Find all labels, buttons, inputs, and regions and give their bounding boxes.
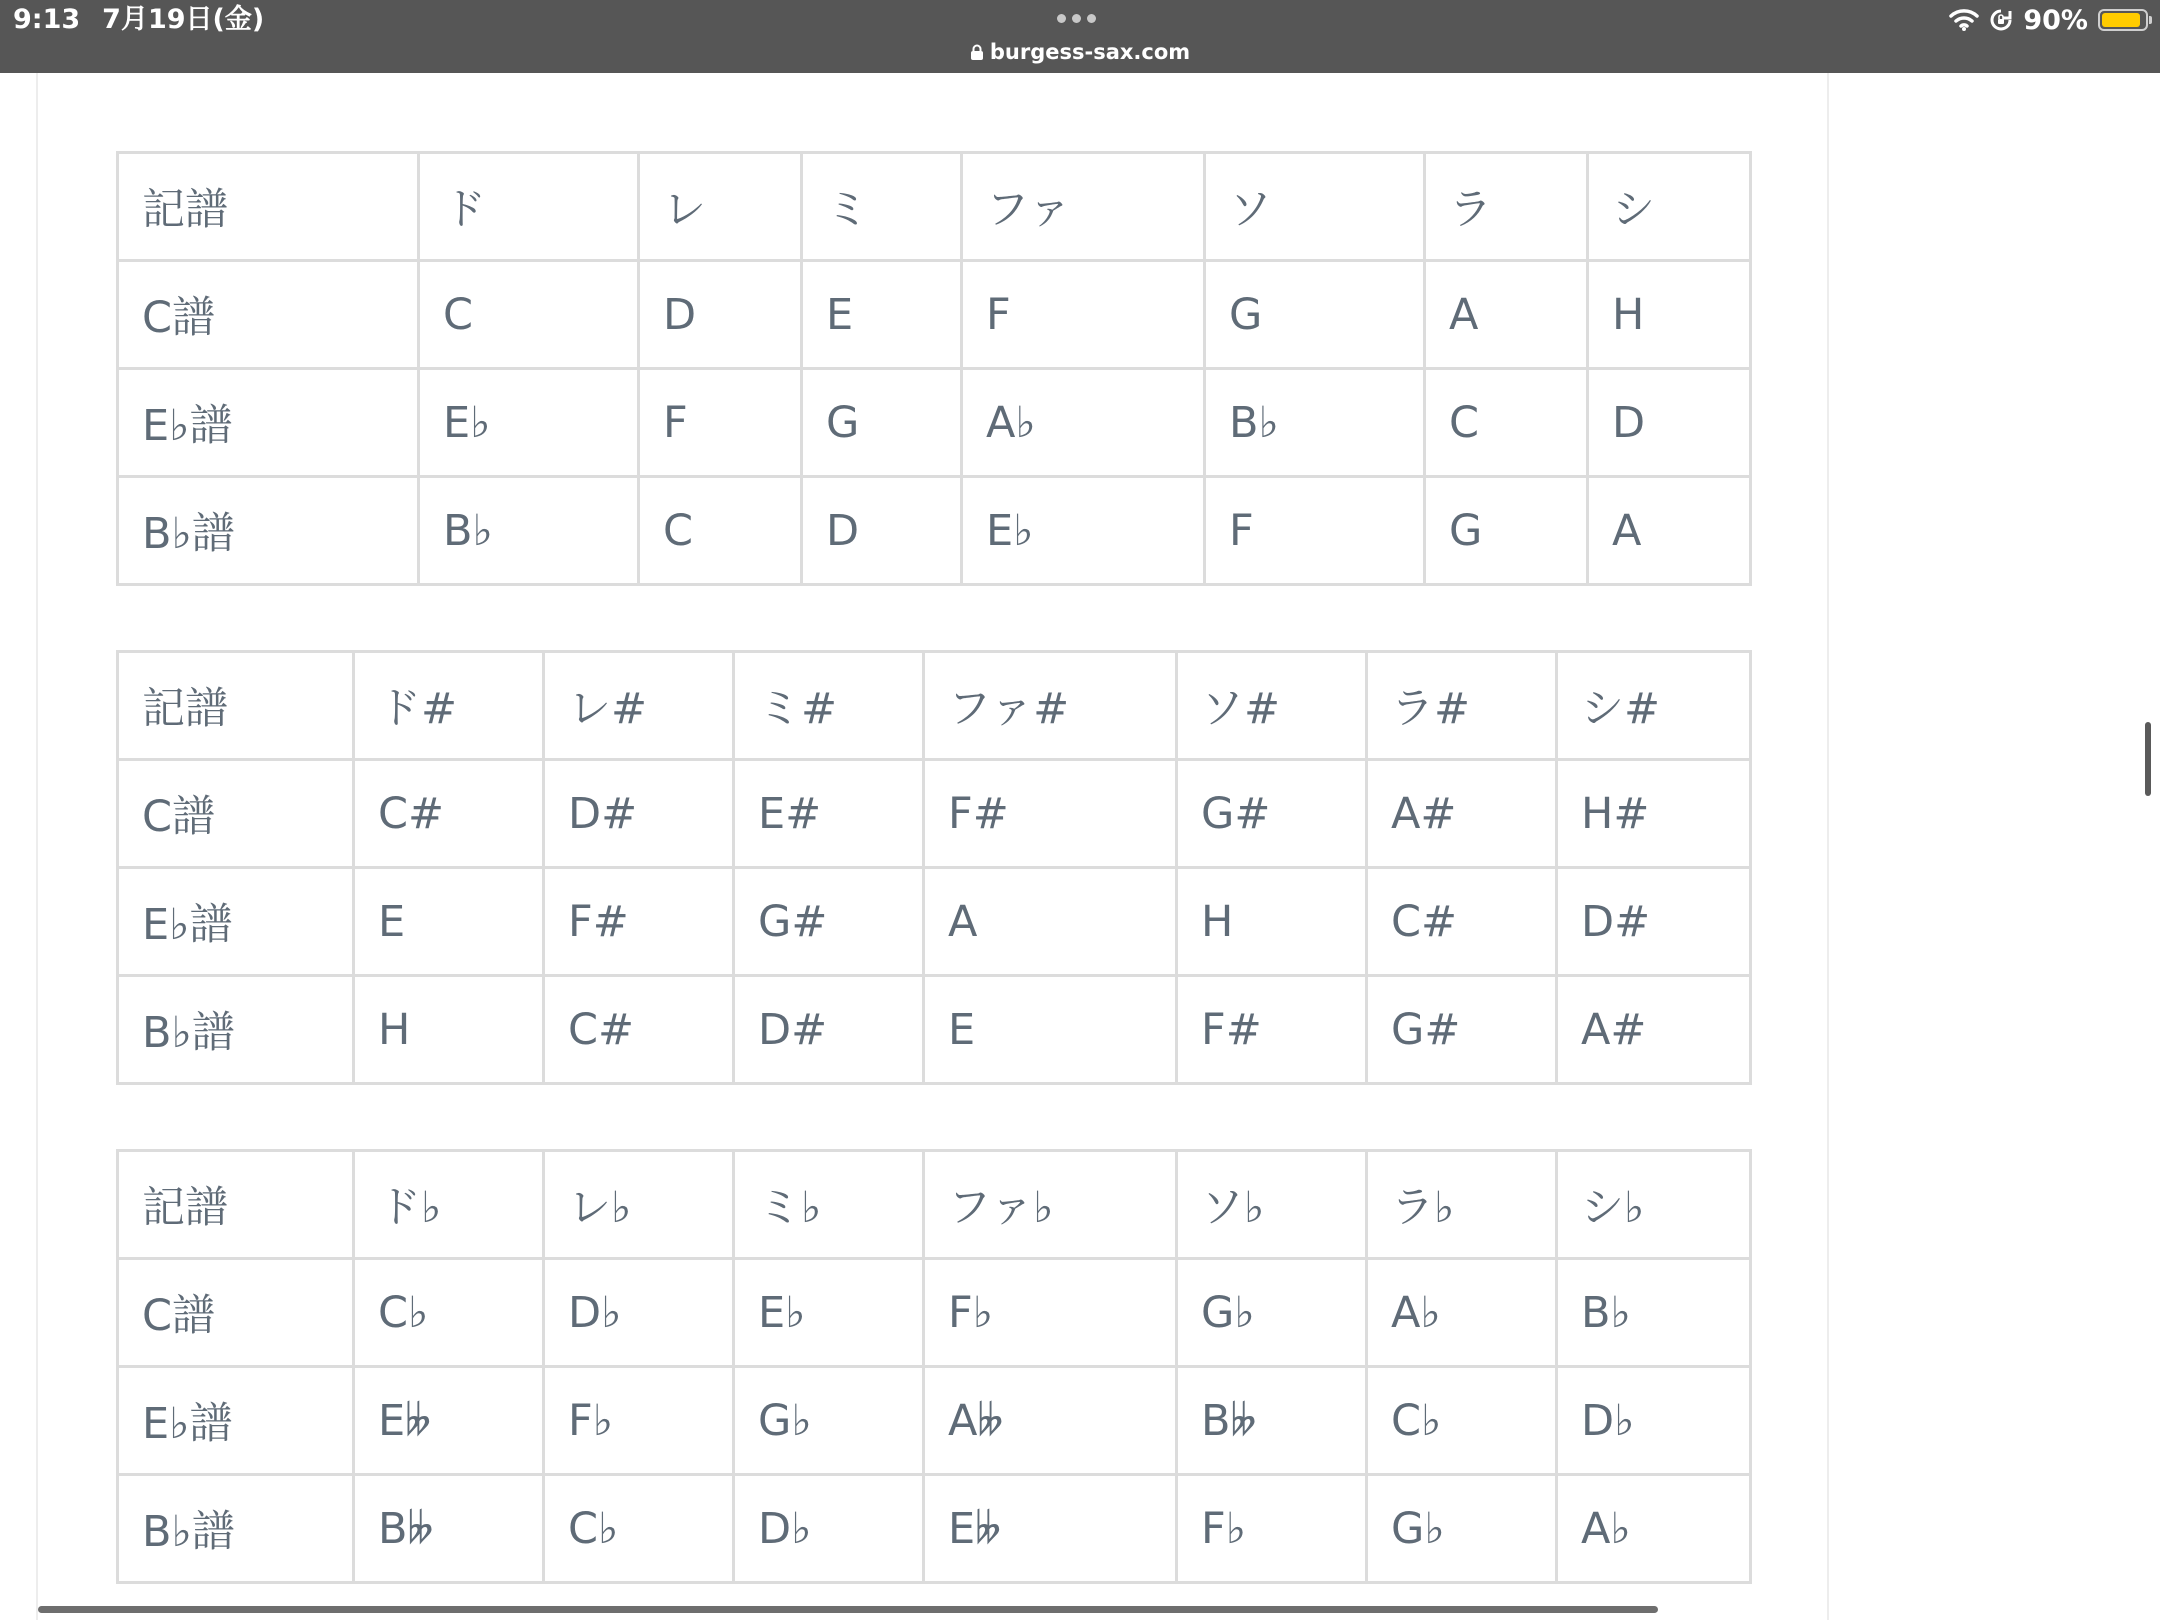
row-label-cell: B♭譜	[118, 477, 419, 585]
table-cell: C♭	[1367, 1367, 1557, 1475]
table-cell: D	[639, 261, 802, 369]
table-cell: F♭	[924, 1259, 1177, 1367]
table-cell: シ	[1588, 153, 1751, 261]
table-cell: ミ#	[734, 652, 924, 760]
table-cell: H	[1588, 261, 1751, 369]
table-cell: A♭	[1367, 1259, 1557, 1367]
status-date: 7月19日(金)	[102, 4, 265, 35]
table-cell: ド♭	[354, 1151, 544, 1259]
table-row	[118, 760, 1751, 868]
table-cell: C	[639, 477, 802, 585]
table-cell: G	[1425, 477, 1588, 585]
table-cell: B𝄫	[354, 1475, 544, 1583]
table-cell: G	[802, 369, 962, 477]
table-cell: G♭	[734, 1367, 924, 1475]
table-cell: シ#	[1557, 652, 1751, 760]
table-cell: E𝄫	[924, 1475, 1177, 1583]
table-row	[118, 477, 1751, 585]
table-cell: A♭	[1557, 1475, 1751, 1583]
table-cell: レ	[639, 153, 802, 261]
table-cell: D#	[544, 760, 734, 868]
table-row	[118, 1367, 1751, 1475]
row-label-cell: 記譜	[118, 652, 354, 760]
table-cell: G♭	[1177, 1259, 1367, 1367]
more-options-icon[interactable]	[1057, 14, 1096, 23]
table-cell: ソ#	[1177, 652, 1367, 760]
table-cell: A	[1588, 477, 1751, 585]
table-cell: C♭	[354, 1259, 544, 1367]
sharp-notes-table	[116, 650, 1752, 1085]
url-text: burgess-sax.com	[989, 40, 1191, 64]
table-cell: F♭	[544, 1367, 734, 1475]
table-cell: G#	[1367, 976, 1557, 1084]
table-cell: E	[802, 261, 962, 369]
table-cell: ファ#	[924, 652, 1177, 760]
table-cell: レ♭	[544, 1151, 734, 1259]
table-cell: ラ#	[1367, 652, 1557, 760]
page-border-right	[1827, 73, 1829, 1620]
table-cell: E♭	[962, 477, 1205, 585]
table-cell: F#	[544, 868, 734, 976]
table-cell: D♭	[1557, 1367, 1751, 1475]
address-bar[interactable]	[0, 38, 2160, 66]
natural-notes-table	[116, 151, 1752, 586]
row-label-cell: B♭譜	[118, 1475, 354, 1583]
table-row	[118, 868, 1751, 976]
table-cell: A#	[1557, 976, 1751, 1084]
row-label-cell: B♭譜	[118, 976, 354, 1084]
table-cell: C	[1425, 369, 1588, 477]
row-label-cell: 記譜	[118, 1151, 354, 1259]
battery-percent: 90%	[2023, 4, 2088, 36]
page-border-left	[36, 73, 38, 1620]
table-cell: A𝄫	[924, 1367, 1177, 1475]
table-cell: A	[1425, 261, 1588, 369]
table-header-row	[118, 1151, 1751, 1259]
status-time-text: 9:13	[13, 4, 81, 35]
table-cell: C#	[1367, 868, 1557, 976]
table-cell: B♭	[1205, 369, 1425, 477]
flat-notes-table	[116, 1149, 1752, 1584]
table-cell: レ#	[544, 652, 734, 760]
table-cell: D♭	[544, 1259, 734, 1367]
vertical-scrollbar[interactable]	[2145, 722, 2151, 796]
table-cell: B𝄫	[1177, 1367, 1367, 1475]
row-label-cell: C譜	[118, 261, 419, 369]
orientation-lock-icon	[1989, 8, 2013, 32]
table-row	[118, 1259, 1751, 1367]
table-cell: ソ♭	[1177, 1151, 1367, 1259]
row-label-cell: C譜	[118, 760, 354, 868]
status-indicators	[1949, 4, 2148, 36]
table-cell: B♭	[1557, 1259, 1751, 1367]
table-cell: D#	[1557, 868, 1751, 976]
table-cell: ミ♭	[734, 1151, 924, 1259]
table-cell: A♭	[962, 369, 1205, 477]
row-label-cell: C譜	[118, 1259, 354, 1367]
table-cell: H	[1177, 868, 1367, 976]
table-cell: F	[639, 369, 802, 477]
wifi-icon	[1949, 8, 1979, 32]
table-cell: ファ	[962, 153, 1205, 261]
battery-fill	[2102, 13, 2140, 27]
table-row	[118, 369, 1751, 477]
table-row	[118, 976, 1751, 1084]
table-cell: ラ	[1425, 153, 1588, 261]
table-cell: E♭	[734, 1259, 924, 1367]
row-label-cell: E♭譜	[118, 369, 419, 477]
table-cell: F#	[924, 760, 1177, 868]
table-cell: H#	[1557, 760, 1751, 868]
row-label-cell: 記譜	[118, 153, 419, 261]
table-cell: E#	[734, 760, 924, 868]
table-cell: ミ	[802, 153, 962, 261]
table-cell: A#	[1367, 760, 1557, 868]
table-cell: G#	[734, 868, 924, 976]
status-time	[13, 4, 264, 36]
battery-icon	[2098, 9, 2148, 31]
table-cell: F	[962, 261, 1205, 369]
table-cell: D♭	[734, 1475, 924, 1583]
table-header-row	[118, 153, 1751, 261]
table-cell: D	[802, 477, 962, 585]
table-cell: E	[354, 868, 544, 976]
lock-icon	[970, 44, 984, 61]
table-row	[118, 1475, 1751, 1583]
table-cell: D#	[734, 976, 924, 1084]
table-cell: ラ♭	[1367, 1151, 1557, 1259]
table-row	[118, 261, 1751, 369]
table-cell: H	[354, 976, 544, 1084]
row-label-cell: E♭譜	[118, 868, 354, 976]
table-cell: C	[419, 261, 639, 369]
table-cell: E𝄫	[354, 1367, 544, 1475]
table-header-row	[118, 652, 1751, 760]
table-cell: ド	[419, 153, 639, 261]
table-cell: シ♭	[1557, 1151, 1751, 1259]
table-cell: B♭	[419, 477, 639, 585]
table-cell: G	[1205, 261, 1425, 369]
browser-top-bar	[0, 0, 2160, 73]
table-cell: D	[1588, 369, 1751, 477]
table-cell: F#	[1177, 976, 1367, 1084]
table-cell: ソ	[1205, 153, 1425, 261]
table-cell: E	[924, 976, 1177, 1084]
table-cell: F♭	[1177, 1475, 1367, 1583]
table-cell: E♭	[419, 369, 639, 477]
table-cell: A	[924, 868, 1177, 976]
table-cell: C♭	[544, 1475, 734, 1583]
table-cell: F	[1205, 477, 1425, 585]
table-cell: G♭	[1367, 1475, 1557, 1583]
table-cell: ファ♭	[924, 1151, 1177, 1259]
table-cell: C#	[354, 760, 544, 868]
table-cell: ド#	[354, 652, 544, 760]
horizontal-scrollbar[interactable]	[38, 1606, 1658, 1613]
table-cell: C#	[544, 976, 734, 1084]
row-label-cell: E♭譜	[118, 1367, 354, 1475]
table-cell: G#	[1177, 760, 1367, 868]
